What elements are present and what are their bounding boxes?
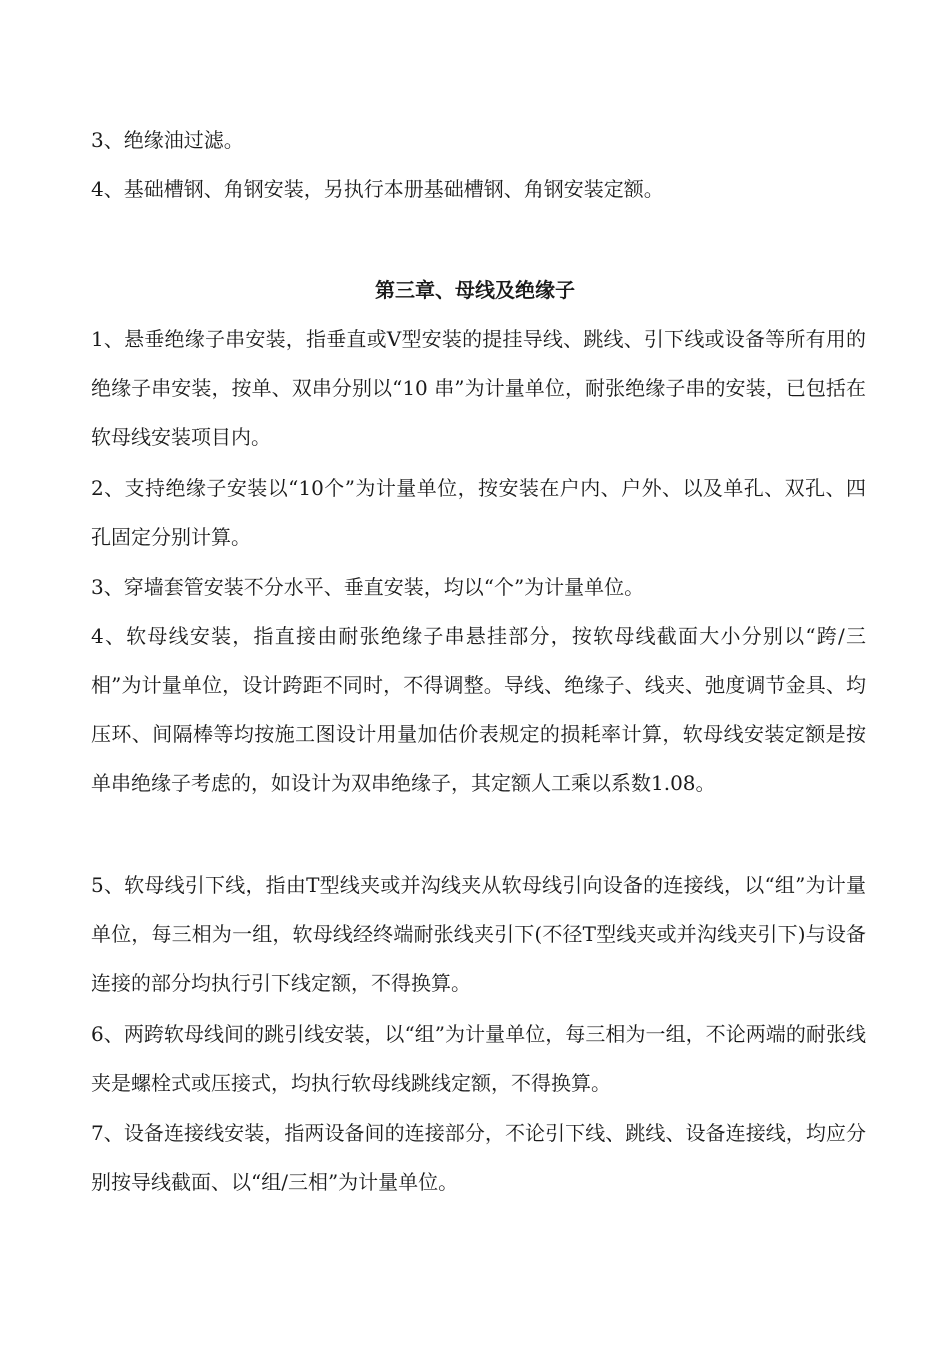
rule-2: 2、支持绝缘子安装以“10个”为计量单位，按安装在户内、户外、以及单孔、双孔、四孔固定分别计算。 <box>91 476 866 549</box>
rule-7: 7、设备连接线安装，指两设备间的连接部分，不论引下线、跳线、设备连接线，均应分别按导线截面、以“组/三相”为计量单位。 <box>91 1121 866 1194</box>
rule-5: 5、软母线引下线，指由T型线夹或并沟线夹从软母线引向设备的连接线，以“组”为计量单位，每三相为一组，软母线经终端耐张线夹引下(不径T型线夹或并沟线夹引下)与设备连接的部分均执行引下线定额，不得换算。 <box>91 873 866 995</box>
rule-1: 1、悬垂绝缘子串安装，指垂直或V型安装的提挂导线、跳线、引下线或设备等所有用的绝缘子串安装，按单、双串分别以“10 串”为计量单位，耐张绝缘子串的安装，已包括在软母线安装项目内。 <box>91 327 866 449</box>
rule-4: 4、软母线安装，指直接由耐张绝缘子串悬挂部分，按软母线截面大小分别以“跨/三相”为计量单位，设计跨距不同时，不得调整。导线、绝缘子、线夹、弛度调节金具、均压环、间隔棒等均按施工图设计用量加估价表规定的损耗率计算，软母线安装定额是按单串绝缘子考虑的，如设计为双串绝缘子，其定额人工乘以系数1.08。 <box>91 624 866 795</box>
chapter-title: 第三章、母线及绝缘子 <box>375 278 575 302</box>
intro-item-3: 3、绝缘油过滤。 <box>91 128 244 152</box>
rule-6: 6、两跨软母线间的跳引线安装，以“组”为计量单位，每三相为一组，不论两端的耐张线夹是螺栓式或压接式，均执行软母线跳线定额，不得换算。 <box>91 1022 866 1095</box>
rule-3: 3、穿墙套管安装不分水平、垂直安装，均以“个”为计量单位。 <box>91 575 645 599</box>
intro-item-4: 4、基础槽钢、角钢安装，另执行本册基础槽钢、角钢安装定额。 <box>91 177 664 201</box>
